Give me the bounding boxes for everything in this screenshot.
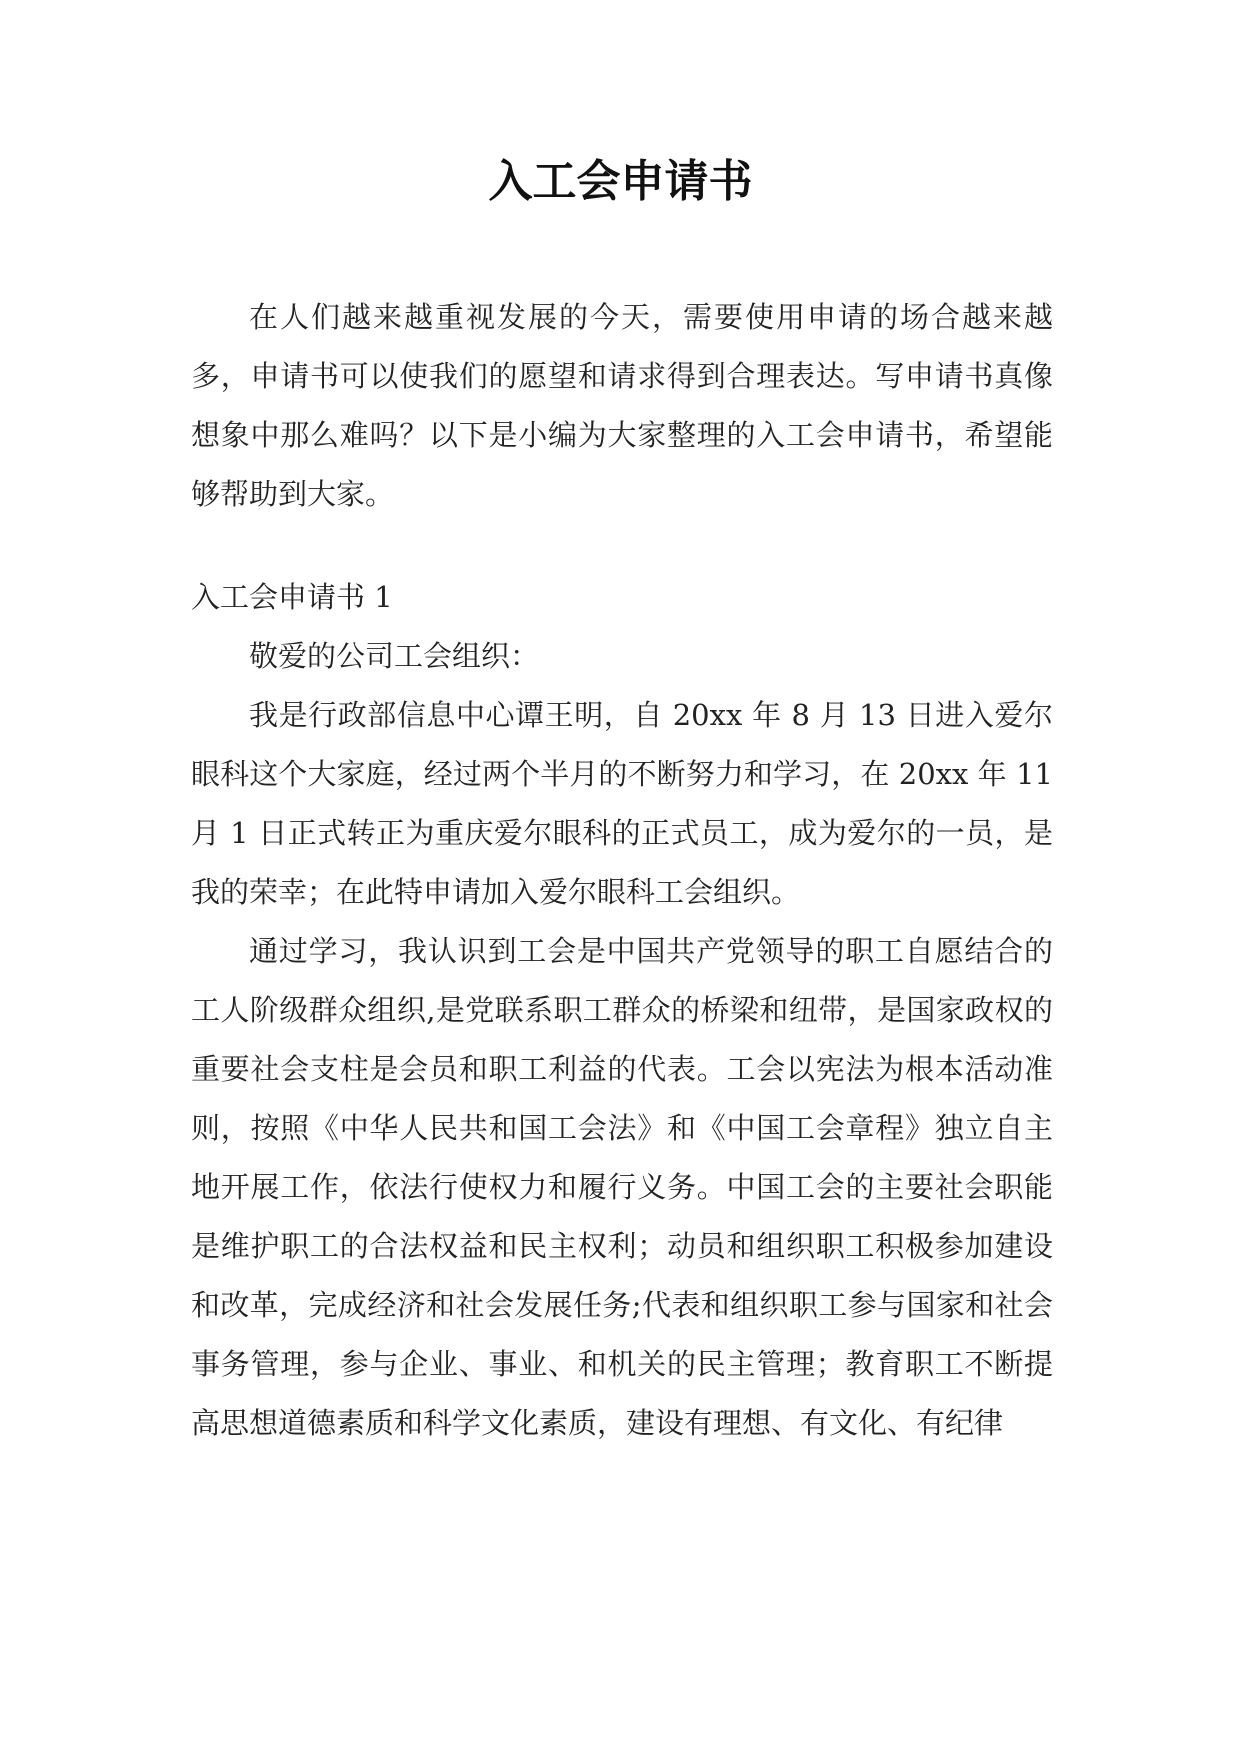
salutation: 敬爱的公司工会组织：: [249, 639, 540, 673]
body-paragraph-1: 我是行政部信息中心谭王明，自 20xx 年 8 月 13 日进入爱尔眼科这个大家庭，经过两个半月的不断努力和学习，在 20xx 年 11 月 1 日正式转正为重庆爱尔眼科的正式员工，成为爱尔的一员，是我的荣幸；在此特申请加入爱尔眼科工会组织。: [191, 698, 1053, 909]
intro-paragraph: 在人们越来越重视发展的今天，需要使用申请的场合越来越多，申请书可以使我们的愿望和请求得到合理表达。写申请书真像想象中那么难吗？以下是小编为大家整理的入工会申请书，希望能够帮助到大家。: [191, 300, 1053, 511]
section-heading: 入工会申请书 1: [191, 580, 393, 614]
document-title: 入工会申请书: [488, 156, 753, 207]
document-body: [191, 288, 1053, 1453]
body-paragraph-2: 通过学习，我认识到工会是中国共产党领导的职工自愿结合的工人阶级群众组织,是党联系职工群众的桥梁和纽带，是国家政权的重要社会支柱是会员和职工利益的代表。工会以宪法为根本活动准则，按照《中华人民共和国工会法》和《中国工会章程》独立自主地开展工作，依法行使权力和履行义务。中国工会的主要社会职能是维护职工的合法权益和民主权利；动员和组织职工积极参加建设和改革，完成经济和社会发展任务;代表和组织职工参与国家和社会事务管理，参与企业、事业、和机关的民主管理；教育职工不断提高思想道德素质和科学文化素质，建设有理想、有文化、有纪律: [191, 934, 1053, 1440]
paragraph-spacer: [191, 524, 1053, 568]
